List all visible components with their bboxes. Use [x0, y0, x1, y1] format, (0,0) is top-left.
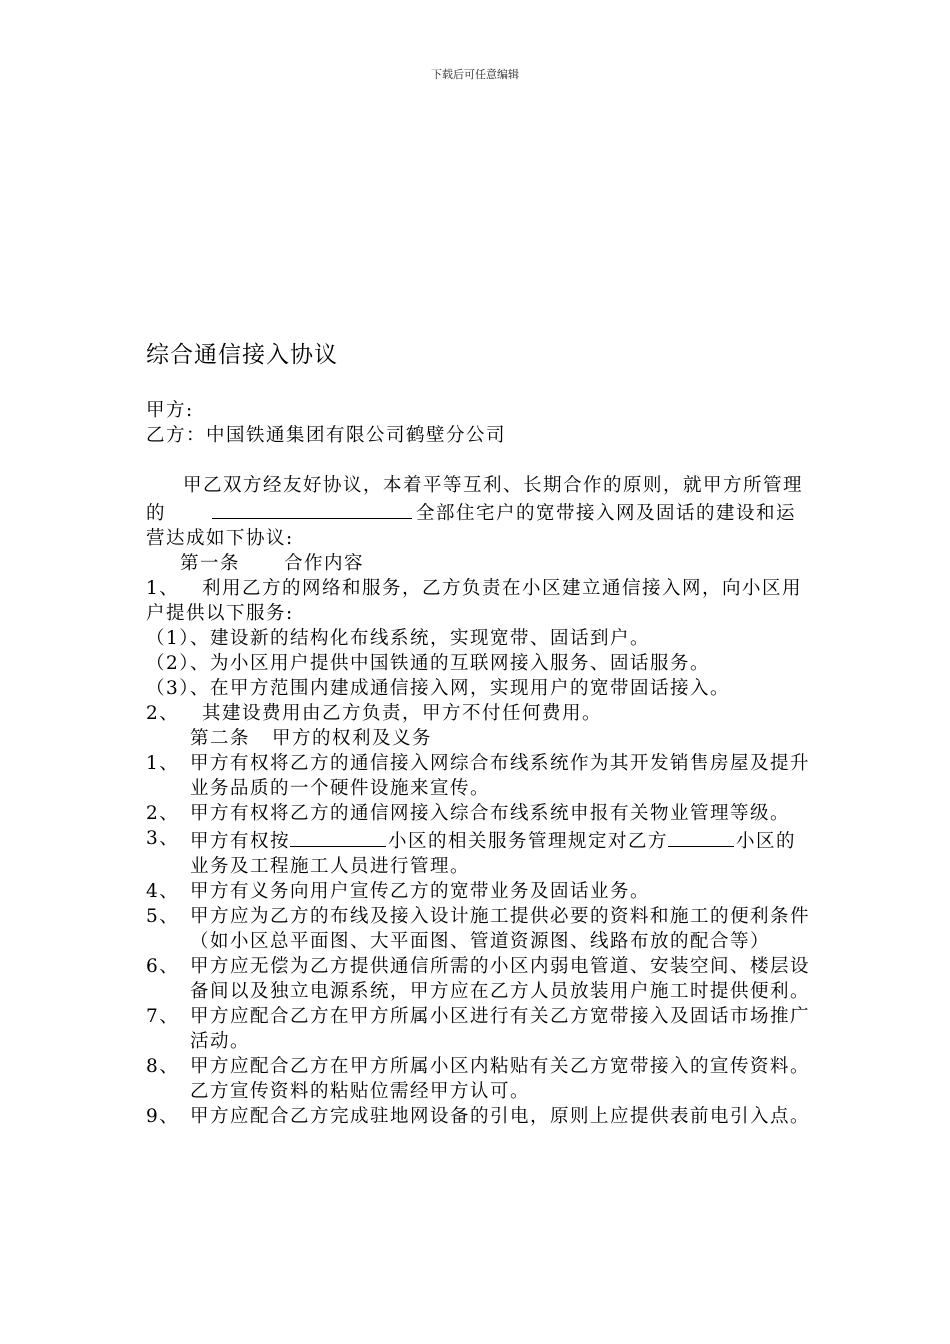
- article-1-label: 第一条: [180, 553, 241, 574]
- item-number: 1、: [146, 578, 180, 599]
- article-1-item-2: [146, 701, 814, 726]
- item-text: 甲方应配合乙方完成驻地网设备的引电，原则上应提供表前电引入点。: [190, 1106, 811, 1127]
- service-subitem: （3）、在甲方范围内建成通信接入网，实现用户的宽带固话接入。: [146, 678, 731, 699]
- item-number: 6、: [146, 956, 180, 977]
- community-name-blank[interactable]: [212, 498, 412, 519]
- item-number: 3、: [146, 828, 180, 849]
- article-1-item-1: [146, 576, 814, 626]
- article-2-item: [146, 879, 814, 904]
- item-text: [190, 826, 814, 879]
- article-2-label: 第二条: [190, 728, 251, 749]
- item-text-part-c: 小区的业务及工程施工人员进行管理。: [190, 831, 797, 877]
- article-2-title: 甲方的权利及义务: [272, 728, 433, 749]
- article-2-item: [146, 904, 814, 954]
- item-text-part-b: 小区的相关服务管理规定对乙方: [388, 831, 669, 852]
- article-2-item: [146, 1054, 814, 1104]
- item-text: 甲方有义务向用户宣传乙方的宽带业务及固话业务。: [190, 881, 651, 902]
- party-b-blank[interactable]: [668, 826, 734, 847]
- item-number: 8、: [146, 1056, 180, 1077]
- item-text: 甲方应配合乙方在甲方所属小区内粘贴有关乙方宽带接入的宣传资料。乙方宣传资料的粘贴位需经甲方认可。: [190, 1056, 811, 1102]
- article-2-item: [146, 826, 814, 879]
- article-2-item: [146, 1104, 814, 1129]
- item-text-part-a: 甲方有权按: [190, 831, 291, 852]
- item-number: 1、: [146, 753, 180, 774]
- intro-text-part1: 甲乙双方经友好协议，本着平等互利、长期合作的原则，就甲方所管理的: [146, 475, 804, 524]
- document-body: [146, 398, 814, 1129]
- article-1-heading: [146, 551, 814, 576]
- article-2-heading: [146, 726, 814, 751]
- party-b-line: 乙方：中国铁通集团有限公司鹤壁分公司: [146, 425, 507, 446]
- article-2-item: [146, 954, 814, 1004]
- item-number: 4、: [146, 881, 180, 902]
- article-2-item: [146, 801, 814, 826]
- article-2-item: [146, 1004, 814, 1054]
- item-text: 甲方有权将乙方的通信网接入综合布线系统申报有关物业管理等级。: [190, 803, 791, 824]
- article-2-item: [146, 751, 814, 801]
- item-text: 甲方有权将乙方的通信接入网综合布线系统作为其开发销售房屋及提升业务品质的一个硬件设施来宣传。: [190, 753, 811, 799]
- service-subitem: （1）、建设新的结构化布线系统，实现宽带、固话到户。: [146, 628, 651, 649]
- item-text: 甲方应为乙方的布线及接入设计施工提供必要的资料和施工的便利条件（如小区总平面图、大平面图、管道资源图、线路布放的配合等）: [190, 906, 811, 952]
- item-number: 7、: [146, 1006, 180, 1027]
- intro-text-part2: 全部住宅户的宽带接入网及固话的建设和运营达成如下协议:: [146, 503, 797, 549]
- intro-paragraph: [146, 473, 814, 551]
- item-number: 2、: [146, 703, 180, 724]
- item-number: 2、: [146, 803, 180, 824]
- article-1-title: 合作内容: [284, 553, 365, 574]
- item-number: 5、: [146, 906, 180, 927]
- document-title: 综合通信接入协议: [146, 342, 338, 368]
- page-header-note: 下载后可任意编辑: [431, 68, 519, 81]
- item-number: 9、: [146, 1106, 180, 1127]
- community-blank[interactable]: [290, 826, 386, 847]
- item-text: 甲方应配合乙方在甲方所属小区进行有关乙方宽带接入及固话市场推广活动。: [190, 1006, 811, 1052]
- service-subitem: （2）、为小区用户提供中国铁通的互联网接入服务、固话服务。: [146, 653, 711, 674]
- item-text: 甲方应无偿为乙方提供通信所需的小区内弱电管道、安装空间、楼层设备间以及独立电源系统，甲方应在乙方人员放装用户施工时提供便利。: [190, 956, 811, 1002]
- party-a-line: 甲方:: [146, 400, 194, 421]
- item-text: 其建设费用由乙方负责，甲方不付任何费用。: [202, 703, 603, 724]
- item-text: 利用乙方的网络和服务，乙方负责在小区建立通信接入网，向小区用户提供以下服务:: [146, 578, 803, 624]
